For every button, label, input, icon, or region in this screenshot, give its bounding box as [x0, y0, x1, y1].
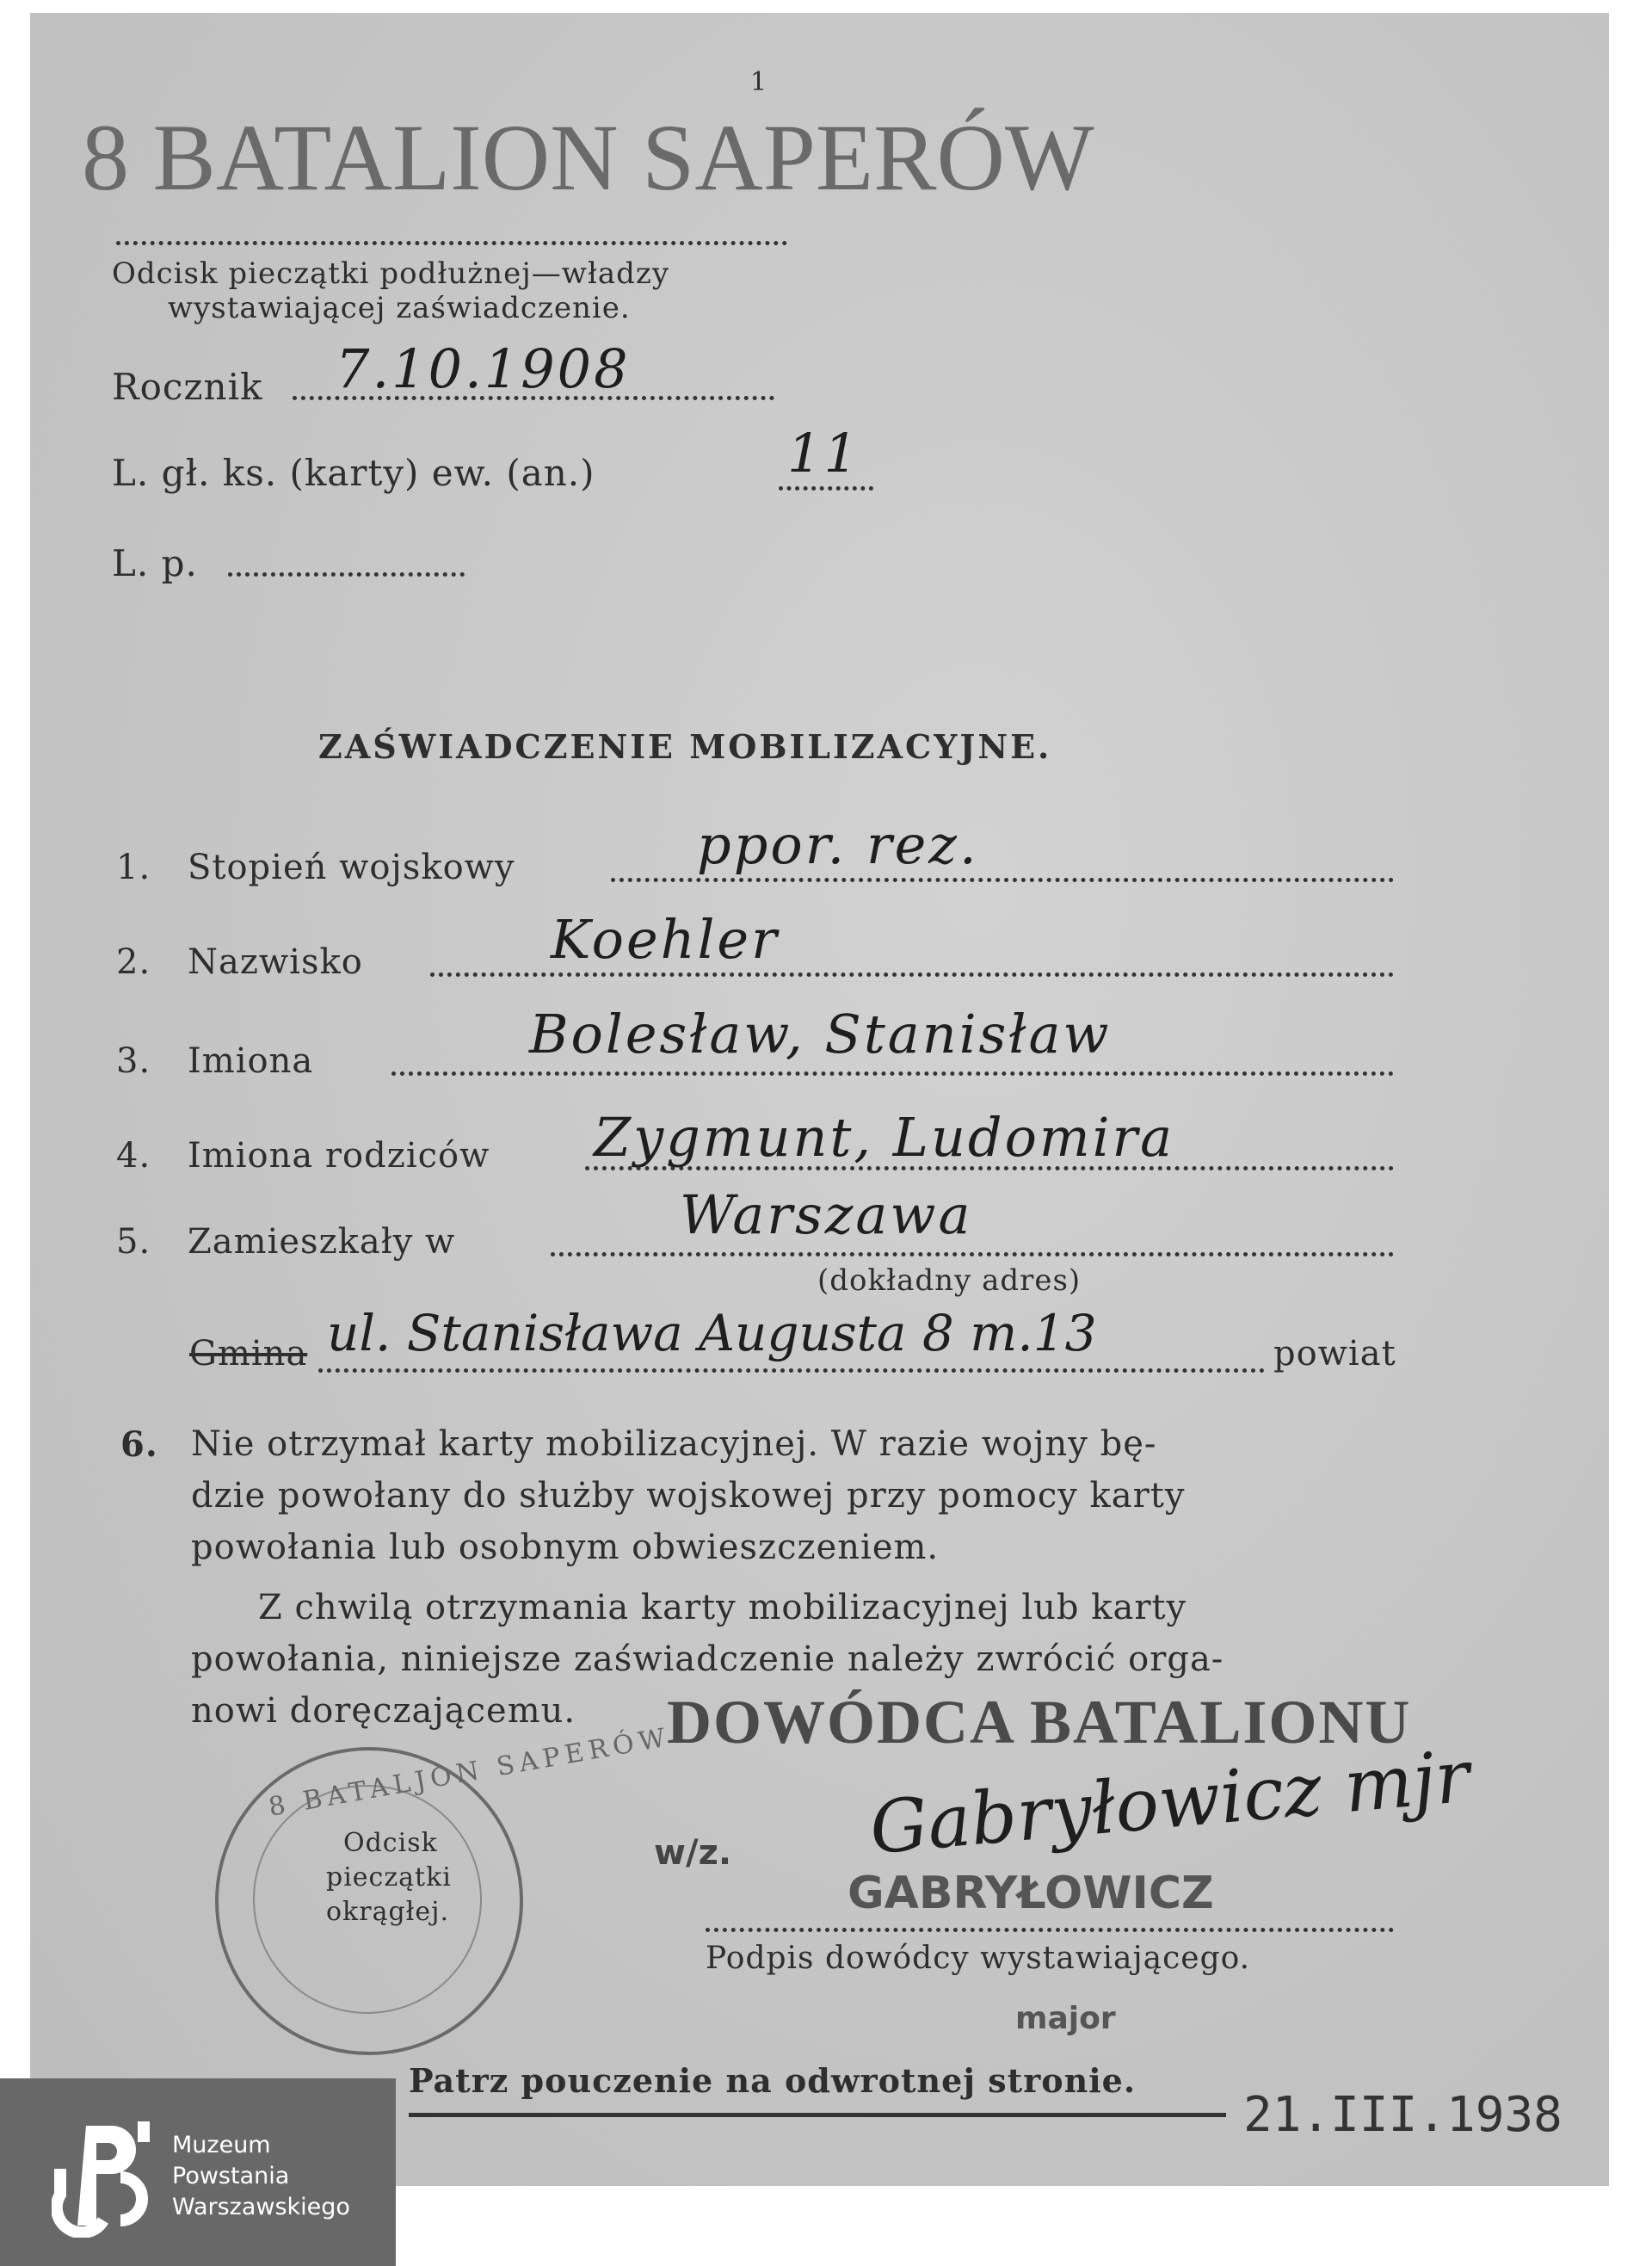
para6-line: powołania lub osobnym obwieszczeniem.: [191, 1528, 940, 1567]
item-value-parents: Zygmunt, Ludomira: [594, 1106, 1175, 1169]
signature-caption: Podpis dowódcy wystawiającego.: [706, 1941, 1251, 1976]
item-value-names: Bolesław, Stanisław: [529, 1003, 1112, 1065]
dotted-line: [430, 972, 1394, 977]
item-number: 5.: [116, 1222, 151, 1262]
item-label-surname: Nazwisko: [188, 942, 363, 982]
dotted-line: [611, 878, 1394, 882]
dotted-line: [551, 1252, 1394, 1256]
footer-underline: [409, 2113, 1226, 2117]
stamp-caption: wystawiającej zaświadczenie.: [168, 291, 631, 325]
stamp-caption: pieczątki: [326, 1862, 452, 1892]
field-label-rocznik: Rocznik: [112, 366, 263, 408]
commander-stamp: DOWÓDCA BATALIONU: [667, 1688, 1412, 1757]
item-label-names: Imiona: [188, 1041, 314, 1081]
museum-name-line: Muzeum: [172, 2132, 271, 2158]
stamp-caption: Odcisk pieczątki podłużnej—władzy: [112, 256, 670, 291]
signature-dotted-line: [706, 1928, 1394, 1932]
field-value-rocznik: 7.10.1908: [336, 337, 631, 400]
item-value-surname: Koehler: [551, 908, 780, 971]
item-label-parents: Imiona rodziców: [188, 1136, 490, 1176]
museum-name-line: Powstania: [172, 2163, 290, 2189]
address-hint: (dokładny adres): [817, 1263, 1082, 1298]
item-label-residence: Zamieszkały w: [188, 1222, 456, 1262]
para7-line: powołania, niniejsze zaświadczenie należy zwrócić orga-: [191, 1639, 1224, 1679]
wz-label: w/z.: [654, 1833, 732, 1873]
unit-stamp: 8 BATALION SAPERÓW: [82, 105, 1094, 210]
field-label-lgl: L. gł. ks. (karty) ew. (an.): [112, 452, 595, 494]
item-value-rank: ppor. rez.: [697, 813, 979, 876]
item-label-rank: Stopień wojskowy: [188, 848, 515, 887]
field-label-lp: L. p.: [112, 542, 198, 584]
item-number: 2.: [116, 942, 151, 982]
page-number: 1: [750, 67, 768, 97]
dotted-line: [318, 1368, 1265, 1373]
field-value-lgl: 11: [787, 422, 860, 485]
para7-line: nowi doręczającemu.: [191, 1691, 576, 1731]
round-stamp: [215, 1722, 673, 2055]
para6-line: dzie powołany do służby wojskowej przy pomocy karty: [191, 1476, 1186, 1516]
name-stamp: GABRYŁOWICZ: [848, 1868, 1214, 1919]
gmina-value: ul. Stanisława Augusta 8 m.13: [327, 1304, 1097, 1362]
powiat-label: powiat: [1273, 1334, 1396, 1374]
stamp-caption: okrągłej.: [326, 1897, 449, 1927]
gmina-label: Gmina: [189, 1334, 308, 1374]
item-value-residence: Warszawa: [680, 1183, 973, 1246]
dotted-line: [779, 486, 873, 491]
museum-watermark: [0, 2078, 396, 2266]
dotted-line: [228, 572, 465, 577]
museum-name-line: Warszawskiego: [172, 2194, 350, 2220]
signature: Gabryłowicz mjr: [866, 1733, 1473, 1871]
dotted-line: [391, 1071, 1394, 1076]
para6-line: Nie otrzymał karty mobilizacyjnej. W razie wojny bę-: [191, 1424, 1157, 1464]
museum-name: [172, 2130, 350, 2223]
item-number: 1.: [116, 848, 151, 887]
stamp-caption: Odcisk: [343, 1828, 438, 1858]
para7-line: Z chwilą otrzymania karty mobilizacyjnej lub karty: [258, 1588, 1187, 1627]
stamp-dotted-line: [116, 241, 787, 245]
para6-number: 6.: [120, 1424, 158, 1465]
rank-stamp: major: [1015, 2001, 1116, 2036]
item-number: 3.: [116, 1041, 151, 1081]
document-title: ZAŚWIADCZENIE MOBILIZACYJNE.: [318, 727, 1052, 766]
date-stamp: 21.III.1938: [1243, 2087, 1563, 2143]
stamp-ring-text: 8 BATALJON SAPERÓW: [266, 1722, 673, 1823]
item-number: 4.: [116, 1136, 151, 1176]
footer-note: Patrz pouczenie na odwrotnej stronie.: [409, 2061, 1137, 2100]
museum-logo-icon: [52, 2117, 155, 2238]
